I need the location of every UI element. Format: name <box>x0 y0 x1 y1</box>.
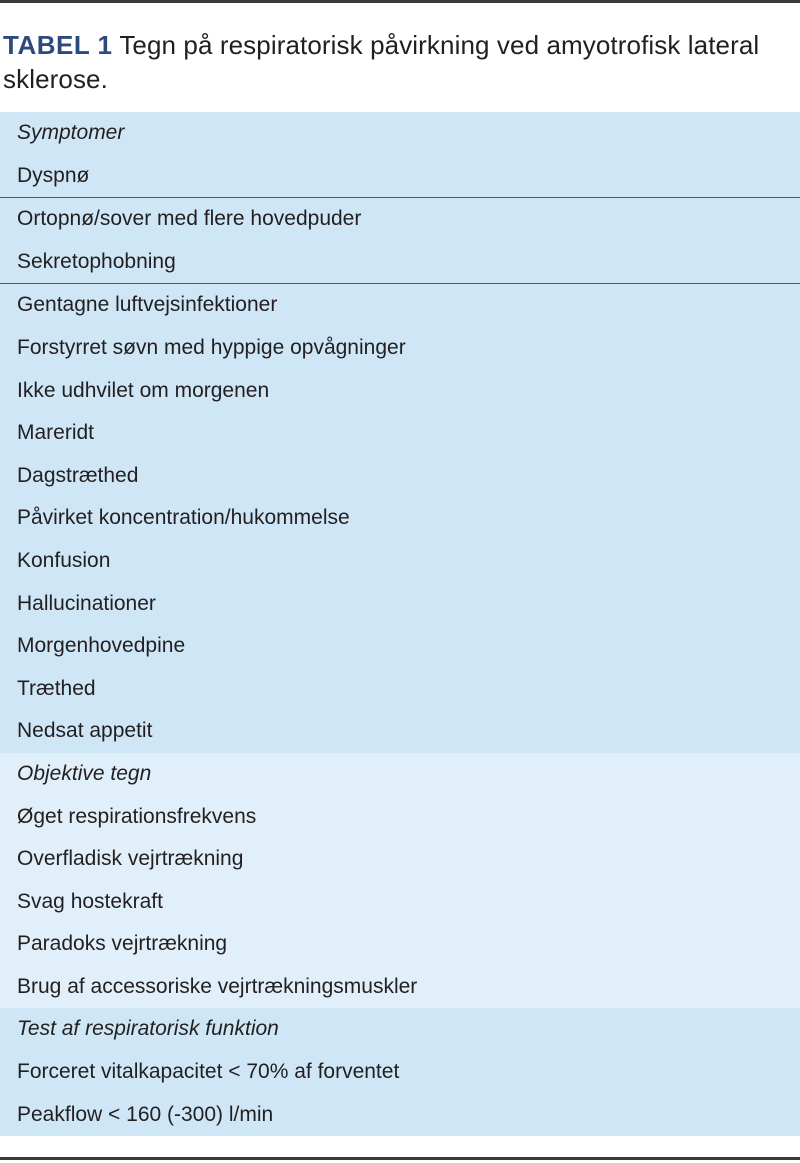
table-row: Konfusion <box>17 548 111 572</box>
section-heading: Symptomer <box>17 121 125 144</box>
section-objective-signs <box>0 753 800 1009</box>
section-heading: Objektive tegn <box>17 761 152 785</box>
table-row: Træthed <box>17 676 96 700</box>
table-row: Øget respirationsfrekvens <box>17 804 257 828</box>
table-row: Dagstræthed <box>17 463 139 487</box>
bottom-rule <box>0 1157 800 1160</box>
table-row: Brug af accessoriske vejrtrækningsmuskler <box>17 974 418 998</box>
table-label: TABEL 1 <box>3 30 113 60</box>
section-heading: Test af respiratorisk funktion <box>17 1017 279 1041</box>
table-row: Forceret vitalkapacitet < 70% af forventet <box>17 1060 400 1084</box>
top-rule <box>0 0 800 3</box>
table-row: Paradoks vejrtrækning <box>17 932 228 956</box>
table-row: Hallucinationer <box>17 591 156 615</box>
table-row: Mareridt <box>17 421 95 445</box>
table-row: Overfladisk vejrtrækning <box>17 847 244 871</box>
table-row: Sekretophobning <box>17 249 176 273</box>
section-respiratory-tests <box>0 1008 800 1136</box>
table-row: Gentagne luftvejsinfektioner <box>17 293 278 317</box>
section-symptoms <box>0 112 800 753</box>
table-row: Dyspnø <box>17 163 90 187</box>
table-row: Påvirket koncentration/hukommelse <box>17 506 350 530</box>
table-row: Ikke udhvilet om morgenen <box>17 378 270 402</box>
table-row: Ortopnø/sover med flere hovedpuder <box>17 207 362 231</box>
table-row: Peakflow < 160 (-300) l/min <box>17 1102 274 1126</box>
table-row: Svag hostekraft <box>17 889 163 913</box>
symptom-table <box>0 112 800 1136</box>
table-row: Nedsat appetit <box>17 719 153 743</box>
table-row: Forstyrret søvn med hyppige opvågninger <box>17 335 406 359</box>
table-row: Morgenhovedpine <box>17 634 186 658</box>
table-caption <box>3 28 793 96</box>
table-title: Tegn på respiratorisk påvirkning ved amyotrofisk lateral sklerose. <box>3 30 760 94</box>
